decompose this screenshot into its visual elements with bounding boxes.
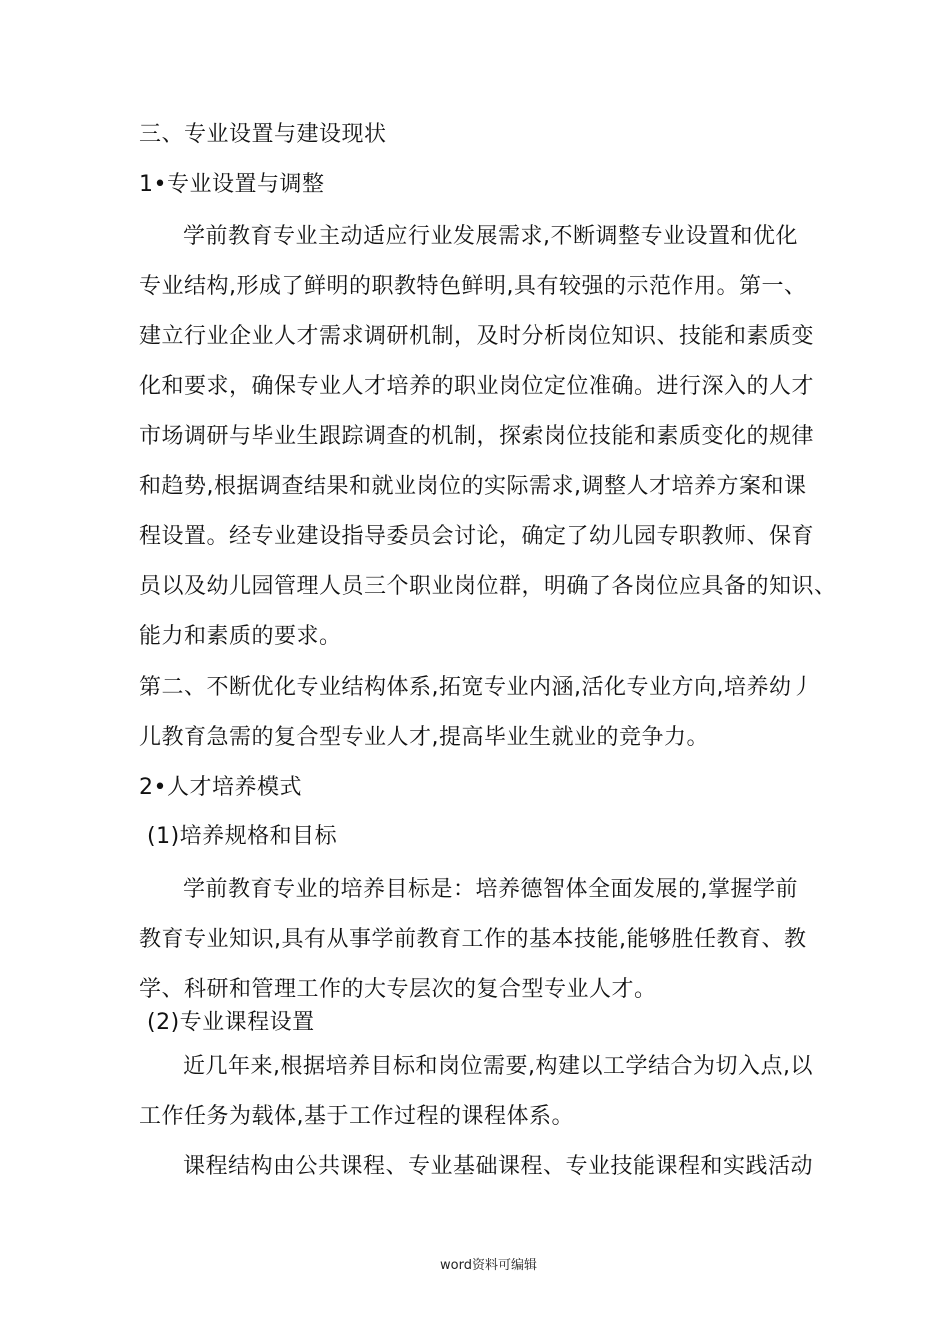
paragraph-line: 第二、不断优化专业结构体系,拓宽专业内涵,活化专业方向,培养幼丿 [139,675,814,700]
paragraph-line: 儿教育急需的复合型专业人才,提高毕业生就业的竞争力。 [139,725,709,750]
sub-subsection-heading: (1)培养规格和目标 [147,824,338,849]
subsection-heading: 2•人才培养模式 [139,775,302,800]
paragraph-line: 学、科研和管理工作的大专层次的复合型专业人才。 [139,977,657,1002]
section-heading: 三、专业设置与建设现状 [139,122,387,147]
paragraph-line: 学前教育专业的培养目标是：培养德智体全面发展的,掌握学前 [183,877,798,902]
paragraph-line: 程设置。经专业建设指导委员会讨论，确定了幼儿园专职教师、保育 [139,524,815,549]
sub-subsection-heading: (2)专业课程设置 [147,1010,315,1035]
paragraph-line: 教育专业知识,具有从事学前教育工作的基本技能,能够胜任教育、教 [139,927,807,952]
paragraph-line: 学前教育专业主动适应行业发展需求,不断调整专业设置和优化 [183,224,798,249]
subsection-heading: 1•专业设置与调整 [139,172,325,197]
paragraph-line: 化和要求，确保专业人才培养的职业岗位定位准确。进行深入的人才 [139,374,815,399]
paragraph-line: 和趋势,根据调查结果和就业岗位的实际需求,调整人才培养方案和课 [139,474,807,499]
paragraph-line: 建立行业企业人才需求调研机制，及时分析岗位知识、技能和素质变 [139,324,815,349]
paragraph-line: 员以及幼儿园管理人员三个职业岗位群，明确了各岗位应具备的知识、 [139,574,837,599]
paragraph-line: 专业结构,形成了鲜明的职教特色鲜明,具有较强的示范作用。第一、 [139,274,807,299]
page-footer: word资料可编辑 [440,1258,537,1273]
paragraph-line: 能力和素质的要求。 [139,624,342,649]
paragraph-line: 近几年来,根据培养目标和岗位需要,构建以工学结合为切入点,以 [183,1054,813,1079]
paragraph-line: 工作任务为载体,基于工作过程的课程体系。 [139,1104,574,1129]
paragraph-line: 课程结构由公共课程、专业基础课程、专业技能课程和实践活动 [183,1154,814,1179]
paragraph-line: 市场调研与毕业生跟踪调查的机制，探索岗位技能和素质变化的规律 [139,424,815,449]
